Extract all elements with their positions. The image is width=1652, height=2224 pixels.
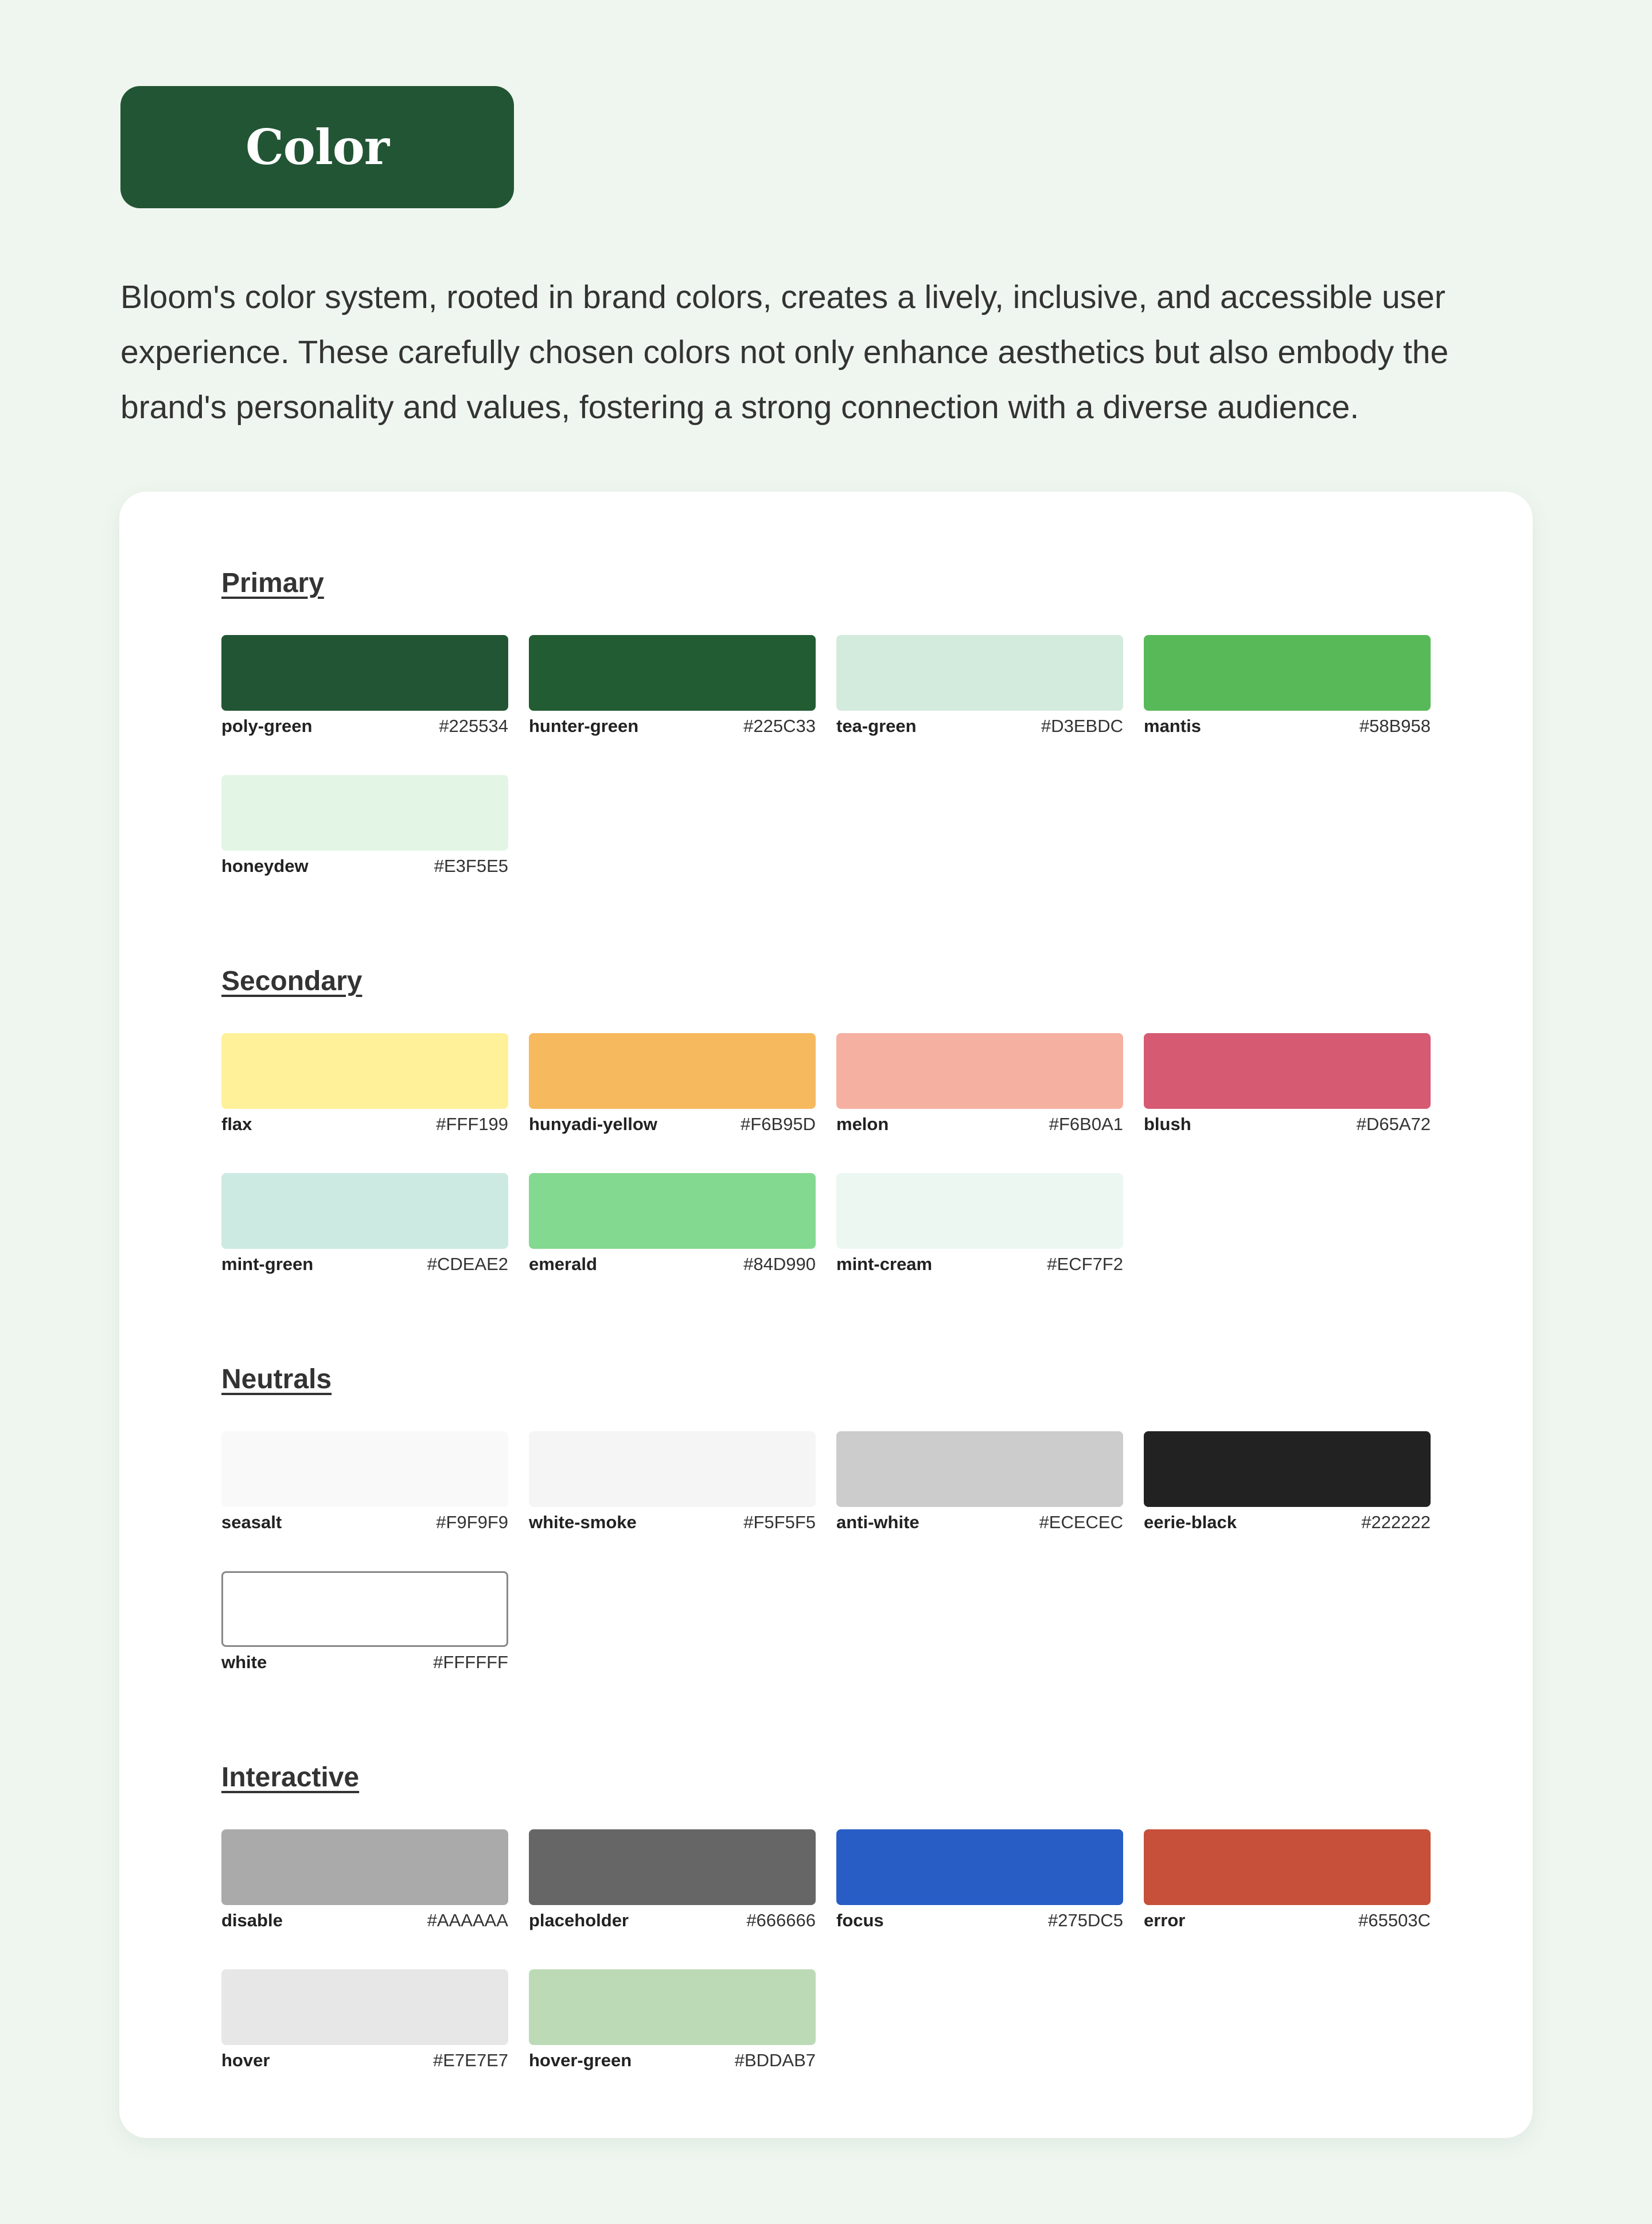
- swatch-hunyadi-yellow: [529, 1033, 816, 1135]
- section-title: Neutrals: [221, 1364, 332, 1395]
- swatch-hex: #F6B0A1: [1049, 1114, 1123, 1134]
- color-chip: [836, 1431, 1123, 1507]
- swatch-hunter-green: [529, 635, 816, 737]
- swatch-disable: [221, 1829, 508, 1931]
- swatch-hex: #F9F9F9: [436, 1512, 508, 1532]
- swatch-tea-green: [836, 635, 1123, 737]
- swatch-name: error: [1144, 1910, 1186, 1930]
- swatch-hex: #AAAAAA: [427, 1910, 508, 1930]
- swatch-hex: #ECECEC: [1039, 1512, 1123, 1532]
- section-interactive: [221, 1760, 1431, 2071]
- swatch-hex: #225534: [439, 716, 508, 736]
- swatch-honeydew: [221, 775, 508, 877]
- color-chip: [1144, 1033, 1431, 1109]
- swatch-name: emerald: [529, 1254, 597, 1274]
- swatch-meta: [221, 1910, 508, 1931]
- swatch-name: eerie-black: [1144, 1512, 1237, 1532]
- intro-paragraph: Bloom's color system, rooted in brand colors, creates a lively, inclusive, and accessible user experience. These carefully chosen colors not only enhance aesthetics but also embody the brand's personality and values, fostering a strong connection with a diverse audience.: [120, 279, 1449, 426]
- swatch-name: hover: [221, 2050, 270, 2070]
- swatch-meta: [1144, 1113, 1431, 1135]
- swatch-hex: #D3EBDC: [1041, 716, 1123, 736]
- swatch-hex: #FFF199: [436, 1114, 508, 1134]
- page-title: Color: [245, 119, 389, 176]
- color-chip: [1144, 635, 1431, 711]
- section-title: Interactive: [221, 1762, 360, 1793]
- section-primary: [221, 566, 1431, 877]
- swatch-name: mint-cream: [836, 1254, 933, 1274]
- swatch-meta: [836, 1253, 1123, 1275]
- swatch-error: [1144, 1829, 1431, 1931]
- color-chip: [529, 1431, 816, 1507]
- swatch-name: mantis: [1144, 716, 1201, 736]
- swatch-hex: #E7E7E7: [433, 2050, 508, 2070]
- swatch-meta: [221, 1652, 508, 1673]
- swatch-hex: #84D990: [743, 1254, 816, 1274]
- section-secondary: [221, 964, 1431, 1275]
- section-title: Primary: [221, 568, 324, 598]
- color-chip: [836, 1829, 1123, 1905]
- swatch-meta: [1144, 1910, 1431, 1931]
- color-chip: [836, 1173, 1123, 1249]
- swatch-name: white-smoke: [529, 1512, 637, 1532]
- swatch-name: tea-green: [836, 716, 917, 736]
- swatch-placeholder: [529, 1829, 816, 1931]
- color-chip: [1144, 1829, 1431, 1905]
- swatch-meta: [836, 715, 1123, 737]
- swatch-name: hunter-green: [529, 716, 639, 736]
- swatch-name: honeydew: [221, 856, 309, 876]
- swatch-meta: [529, 715, 816, 737]
- color-chip: [529, 1969, 816, 2045]
- swatch-name: flax: [221, 1114, 252, 1134]
- swatch-meta: [836, 1910, 1123, 1931]
- swatch-meta: [836, 1512, 1123, 1533]
- swatch-name: anti-white: [836, 1512, 919, 1532]
- swatch-emerald: [529, 1173, 816, 1275]
- color-chip: [221, 635, 508, 711]
- swatch-meta: [529, 1253, 816, 1275]
- swatch-meta: [221, 715, 508, 737]
- color-chip: [529, 635, 816, 711]
- swatch-meta: [529, 1113, 816, 1135]
- swatch-hex: #F5F5F5: [743, 1512, 816, 1532]
- swatch-name: white: [221, 1652, 267, 1672]
- swatch-name: melon: [836, 1114, 889, 1134]
- swatch-hex: #CDEAE2: [427, 1254, 508, 1274]
- swatch-meta: [836, 1113, 1123, 1135]
- swatch-name: hunyadi-yellow: [529, 1114, 657, 1134]
- color-chip: [529, 1033, 816, 1109]
- section-title: Secondary: [221, 966, 363, 996]
- swatch-hex: #222222: [1361, 1512, 1431, 1532]
- swatch-melon: [836, 1033, 1123, 1135]
- swatch-focus: [836, 1829, 1123, 1931]
- swatch-name: mint-green: [221, 1254, 314, 1274]
- color-chip: [221, 775, 508, 851]
- color-chip: [221, 1033, 508, 1109]
- swatch-grid: [221, 1829, 1431, 2071]
- swatch-hex: #666666: [746, 1910, 816, 1930]
- swatch-grid: [221, 1033, 1431, 1275]
- swatch-meta: [221, 1113, 508, 1135]
- color-chip: [836, 1033, 1123, 1109]
- title-badge: [120, 86, 514, 208]
- swatch-name: disable: [221, 1910, 283, 1930]
- color-chip: [1144, 1431, 1431, 1507]
- color-chip: [221, 1571, 508, 1647]
- swatch-meta: [221, 855, 508, 877]
- color-chip: [836, 635, 1123, 711]
- color-chip: [221, 1969, 508, 2045]
- swatch-white: [221, 1571, 508, 1673]
- color-chip: [221, 1173, 508, 1249]
- swatch-eerie-black: [1144, 1431, 1431, 1533]
- swatch-meta: [221, 2050, 508, 2071]
- swatch-name: blush: [1144, 1114, 1191, 1134]
- swatch-meta: [221, 1512, 508, 1533]
- palette-card: [119, 492, 1533, 2138]
- swatch-name: seasalt: [221, 1512, 282, 1532]
- swatch-hex: #BDDAB7: [734, 2050, 816, 2070]
- swatch-meta: [221, 1253, 508, 1275]
- swatch-name: focus: [836, 1910, 884, 1930]
- swatch-hex: #E3F5E5: [434, 856, 508, 876]
- swatch-name: poly-green: [221, 716, 313, 736]
- swatch-hex: #275DC5: [1048, 1910, 1123, 1930]
- color-chip: [221, 1431, 508, 1507]
- swatch-meta: [529, 1512, 816, 1533]
- color-chip: [221, 1829, 508, 1905]
- color-chip: [529, 1829, 816, 1905]
- swatch-hex: #FFFFFF: [433, 1652, 508, 1672]
- swatch-hex: #ECF7F2: [1047, 1254, 1123, 1274]
- swatch-hex: #225C33: [743, 716, 816, 736]
- swatch-meta: [1144, 715, 1431, 737]
- swatch-name: hover-green: [529, 2050, 632, 2070]
- swatch-name: placeholder: [529, 1910, 629, 1930]
- swatch-seasalt: [221, 1431, 508, 1533]
- swatch-grid: [221, 1431, 1431, 1673]
- swatch-hover: [221, 1969, 508, 2071]
- swatch-white-smoke: [529, 1431, 816, 1533]
- swatch-grid: [221, 635, 1431, 877]
- section-neutrals: [221, 1362, 1431, 1673]
- swatch-anti-white: [836, 1431, 1123, 1533]
- swatch-meta: [529, 1910, 816, 1931]
- swatch-meta: [529, 2050, 816, 2071]
- color-chip: [529, 1173, 816, 1249]
- swatch-hex: #65503C: [1358, 1910, 1431, 1930]
- swatch-mint-cream: [836, 1173, 1123, 1275]
- swatch-mint-green: [221, 1173, 508, 1275]
- swatch-flax: [221, 1033, 508, 1135]
- swatch-poly-green: [221, 635, 508, 737]
- swatch-hover-green: [529, 1969, 816, 2071]
- swatch-meta: [1144, 1512, 1431, 1533]
- swatch-hex: #F6B95D: [741, 1114, 816, 1134]
- swatch-blush: [1144, 1033, 1431, 1135]
- swatch-mantis: [1144, 635, 1431, 737]
- swatch-hex: #D65A72: [1356, 1114, 1431, 1134]
- swatch-hex: #58B958: [1359, 716, 1431, 736]
